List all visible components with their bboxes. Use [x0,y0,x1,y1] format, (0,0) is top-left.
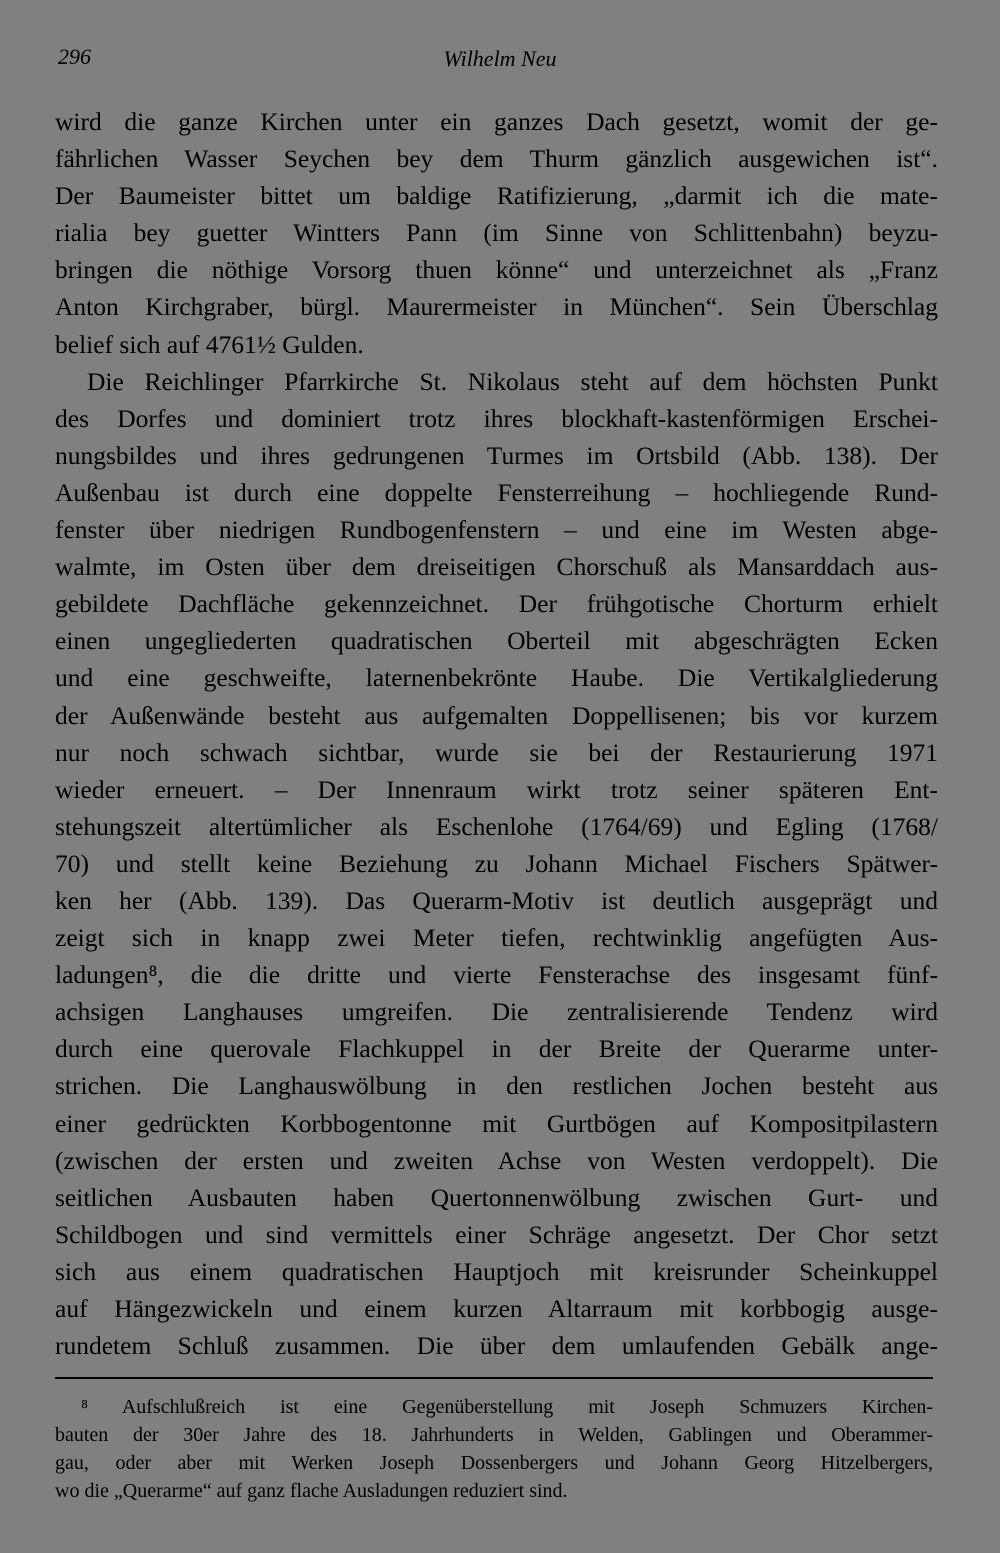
body-line: und eine geschweifte, laternenbekrönte Haube. Die Vertikalgliederung [55,663,938,693]
page-number: 296 [58,44,91,69]
body-line: einer gedrückten Korbbogentonne mit Gurtbögen auf Kompositpilastern [55,1108,938,1138]
body-line: zeigt sich in knapp zwei Meter tiefen, rechtwinklig angefügten Aus- [55,923,938,953]
body-line: Schildbogen und sind vermittels einer Schräge angesetzt. Der Chor setzt [55,1219,938,1249]
footnote-rule [55,1377,933,1379]
body-line: (zwischen der ersten und zweiten Achse von Westen verdoppelt). Die [55,1145,938,1175]
body-text [55,103,938,1364]
body-line: der Außenwände besteht aus aufgemalten Doppellisenen; bis vor kurzem [55,700,938,730]
body-line: gebildete Dachfläche gekennzeichnet. Der frühgotische Chorturm erhielt [55,589,938,619]
body-line: seitlichen Ausbauten haben Quertonnenwölbung zwischen Gurt- und [55,1182,938,1212]
body-line: nur noch schwach sichtbar, wurde sie bei der Restaurierung 1971 [55,737,938,767]
footnote-line: ⁸ Aufschlußreich ist eine Gegenüberstellung mit Joseph Schmuzers Kirchen- [81,1396,933,1418]
body-line: fährlichen Wasser Seychen bey dem Thurm gänzlich ausgewichen ist“. [55,144,938,174]
body-line: Der Baumeister bittet um baldige Ratifizierung, „darmit ich die mate- [55,181,938,211]
body-line: des Dorfes und dominiert trotz ihres blockhaft-kastenförmigen Erschei- [55,403,938,433]
body-line: Außenbau ist durch eine doppelte Fensterreihung – hochliegende Rund- [55,477,938,507]
body-line: durch eine querovale Flachkuppel in der Breite der Querarme unter- [55,1034,938,1064]
body-line: 70) und stellt keine Beziehung zu Johann Michael Fischers Spätwer- [55,848,938,878]
footnote-line: gau, oder aber mit Werken Joseph Dossenbergers und Johann Georg Hitzelbergers, [55,1452,933,1474]
body-line: ken her (Abb. 139). Das Querarm-Motiv ist deutlich ausgeprägt und [55,885,938,915]
body-line: Anton Kirchgraber, bürgl. Maurermeister in München“. Sein Überschlag [55,292,938,322]
body-line: rialia bey guetter Wintters Pann (im Sinne von Schlittenbahn) beyzu- [55,218,938,248]
footnote-line: bauten der 30er Jahre des 18. Jahrhunderts in Welden, Gablingen und Oberammer- [55,1424,933,1446]
body-line: fenster über niedrigen Rundbogenfenstern – und eine im Westen abge- [55,515,938,545]
footnote-line: wo die „Querarme“ auf ganz flache Ausladungen reduziert sind. [55,1480,568,1502]
body-line: nungsbildes und ihres gedrungenen Turmes im Ortsbild (Abb. 138). Der [55,440,938,470]
body-line: walmte, im Osten über dem dreiseitigen Chorschuß als Mansarddach aus- [55,552,938,582]
body-line: wird die ganze Kirchen unter ein ganzes Dach gesetzt, womit der ge- [55,107,938,136]
body-line: sich aus einem quadratischen Hauptjoch mit kreisrunder Scheinkuppel [55,1256,938,1286]
body-line: wieder erneuert. – Der Innenraum wirkt trotz seiner späteren Ent- [55,774,938,804]
body-line: auf Hängezwickeln und einem kurzen Altarraum mit korbbogig ausge- [55,1294,938,1323]
body-line: bringen die nöthige Vorsorg thuen könne“ und unterzeichnet als „Franz [55,255,938,285]
body-line: ladungen⁸, die die dritte und vierte Fensterachse des insgesamt fünf- [55,960,938,990]
body-line: rundetem Schluß zusammen. Die über dem umlaufenden Gebälk ange- [55,1331,938,1361]
running-title: Wilhelm Neu [443,46,557,71]
body-line: einen ungegliederten quadratischen Oberteil mit abgeschrägten Ecken [55,626,938,656]
paragraph-start-line: Die Reichlinger Pfarrkirche St. Nikolaus steht auf dem höchsten Punkt [87,366,938,396]
body-line: stehungszeit altertümlicher als Eschenlohe (1764/69) und Egling (1768/ [55,811,938,841]
body-line: belief sich auf 4761½ Gulden. [55,329,364,359]
body-line: achsigen Langhauses umgreifen. Die zentralisierende Tendenz wird [55,997,938,1027]
footnotes [55,1393,933,1505]
body-line: strichen. Die Langhauswölbung in den restlichen Jochen besteht aus [55,1071,938,1101]
